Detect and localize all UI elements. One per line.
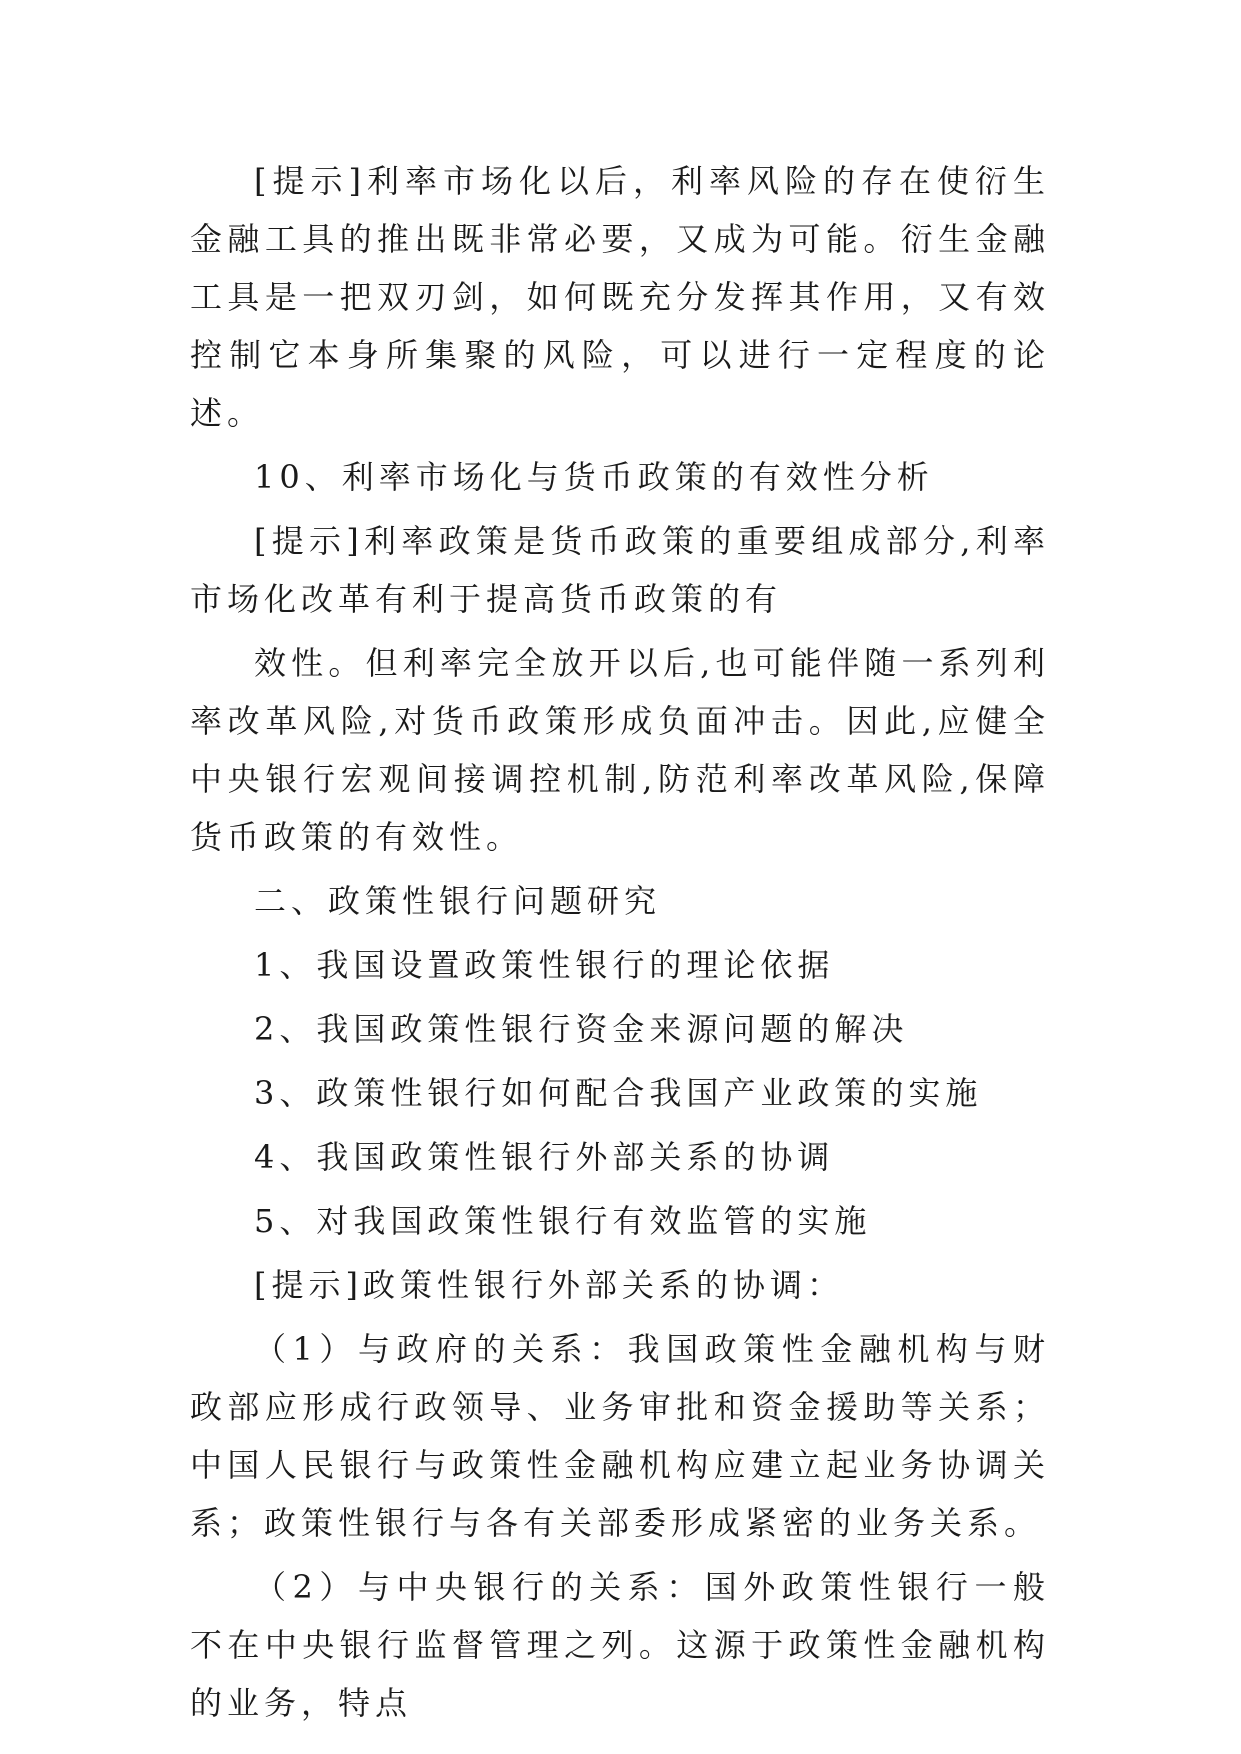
document-body — [190, 152, 1050, 1732]
topic-heading-10: 10、利率市场化与货币政策的有效性分析 — [254, 458, 934, 496]
hint-paragraph-monetary-policy: [提示]利率政策是货币政策的重要组成部分,利率市场化改革有利于提高货币政策的有 — [190, 522, 1050, 618]
list-item-4: 4、我国政策性银行外部关系的协调 — [254, 1138, 835, 1176]
paragraph-government-relations: （1）与政府的关系：我国政策性金融机构与财政部应形成行政领导、业务审批和资金援助等关系；中国人民银行与政策性金融机构应建立起业务协调关系；政策性银行与各有关部委形成紧密的业务关系。 — [190, 1330, 1050, 1542]
list-item-5: 5、对我国政策性银行有效监管的实施 — [254, 1202, 872, 1240]
list-item-1: 1、我国设置政策性银行的理论依据 — [254, 946, 835, 984]
hint-heading-external-relations: [提示]政策性银行外部关系的协调： — [254, 1266, 844, 1304]
paragraph-monetary-policy-continued: 效性。但利率完全放开以后,也可能伴随一系列利率改革风险,对货币政策形成负面冲击。因此,应健全中央银行宏观间接调控机制,防范利率改革风险,保障货币政策的有效性。 — [190, 644, 1050, 856]
list-item-3: 3、政策性银行如何配合我国产业政策的实施 — [254, 1074, 983, 1112]
hint-paragraph-derivatives: [提示]利率市场化以后，利率风险的存在使衍生金融工具的推出既非常必要，又成为可能。衍生金融工具是一把双刃剑，如何既充分发挥其作用，又有效控制它本身所集聚的风险，可以进行一定程度的论述。 — [190, 162, 1050, 432]
paragraph-central-bank-relations: （2）与中央银行的关系：国外政策性银行一般不在中央银行监督管理之列。这源于政策性金融机构的业务，特点 — [190, 1568, 1050, 1722]
list-item-2: 2、我国政策性银行资金来源问题的解决 — [254, 1010, 909, 1048]
section-heading-policy-banks: 二、政策性银行问题研究 — [254, 882, 662, 920]
